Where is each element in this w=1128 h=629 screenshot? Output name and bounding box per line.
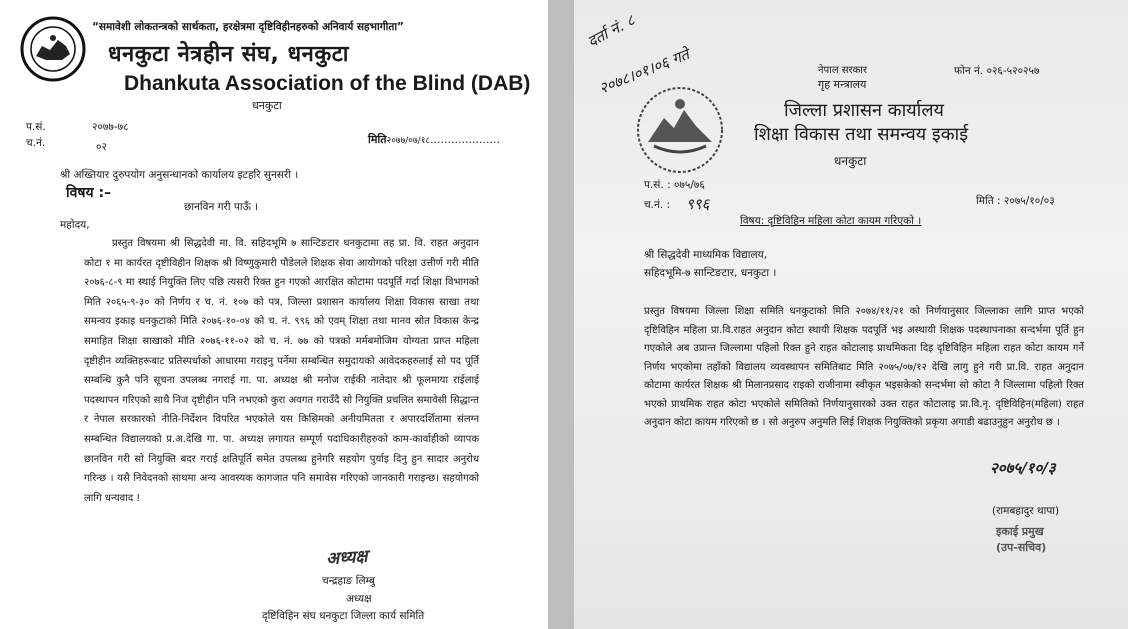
nepal-government-emblem-icon: [634, 84, 726, 176]
letter-date: मिति : २०७५/१०/०३: [976, 195, 1055, 207]
org-name-english: Dhankuta Association of the Blind (DAB): [124, 72, 531, 95]
handwritten-registration-number: दर्ता नं. ८: [584, 11, 638, 51]
ps-value: २०७७-७८: [92, 121, 129, 133]
government-label: नेपाल सरकार: [818, 65, 867, 76]
cn-value: ०२: [96, 141, 107, 153]
office-place: धनकुटा: [834, 154, 867, 168]
body-paragraph: प्रस्तुत विषयमा श्री सिद्धदेवी मा. वि. सहिदभूमि ७ सान्टिङटार धनकुटामा तह प्रा. वि. राहत अनुदान कोटा १ मा कार्यरत दृष्टीविहीन शिक्षक श्री विष्णुकुमारी पौडेलले शिक्षक सेवा आयोगको परिक्षा उत्तीर्ण गरी मीति २०७६-८-९ मा स्थाई नियुक्ति लिए पछि त्यसरी रिक्त हुन गएको आरक्षित कोटामा पदपूर्ति गर्दा शिक्षा विभागको मिति २०६५-९-३० को निर्णय र च. नं. १०७ को पत्र, जिल्ला प्रशासन कार्यालय शिक्षा विकास साखा तथा समन्वय इकाइ धनकुटाको मिति २०७६-१०-०४ को च. नं. ९९६ को एवम् शिक्षा तथा मानव स्रोत विकास केन्द्र समाहित शिक्षा साखाको मीति २०७६-११-०२ को च. नं. ७७ को पत्रको मर्मबमोजिम योग्यता प्राप्त महिला दृष्टीहीन व्यक्तिहरूबाट प्रतिस्पर्धाको आधारमा गराइनु पर्नेमा सम्बन्धित समुदायको आवेदकहरुलाई सो पद पूर्ति सम्बन्धि कुनै पनि सूचना उपलब्ध नगराई गा. पा. अध्यक्ष श्री मनोज राईकी नातेदार श्री फूलमाया राईलाई पदस्थापन गरिएको साथै निज दृष्टीहीन पनि नभएको कुरा अवगत गराउँदै सो नियुक्ति प्रचलित समावेसी सिद्धान्त र नेपाल सरकारको नीति-निर्देशन विपरित भएकोले यस किसिमको अनीयमितता र अपारदर्शितामा संलग्न सम्बन्धित विद्यालयको प्र.अ.देखि गा. पा. अध्यक्ष लगायत सम्पूर्ण पदाधिकारीहरुको काम-कार्वाहीको व्यापक छानविन गरी सो नियुक्ति बदर गराई क्षतिपूर्ति समेत उपलब्ध हुनेगरि सहयोग पुर्याइ दिनु हुन सादार अनुरोध गरिन्छ । यसै निवेदनको साथमा अन्य आवस्यक कागजात पनि समावेस गरिएको जानकारी गराइन्छ। सहयोगको लागि धन्यवाद !: [84, 238, 479, 504]
org-name-nepali: धनकुटा नेत्रहीन संघ, धनकुटा: [108, 42, 349, 67]
addressee: श्री अख्तियार दुरुपयोग अनुसन्धानको कार्यालय इटहरि सुनसरी ।: [60, 169, 299, 181]
signer-name: (रामबहादुर थापा): [992, 505, 1060, 517]
right-letter-page: [574, 0, 1128, 629]
ministry-name: गृह मन्त्रालय: [818, 78, 867, 91]
phone-number: फोन नं. ०२६-५२०२५७: [954, 65, 1040, 77]
cn-value-handwritten: ९९६: [686, 195, 710, 213]
signature-stamp: अध्यक्ष: [325, 546, 369, 570]
salutation: महोदय,: [60, 219, 90, 231]
letter-body: [84, 234, 479, 508]
subject-label: विषय :–: [66, 185, 112, 201]
signer-title: अध्यक्ष: [346, 593, 372, 605]
office-name: जिल्ला प्रशासन कार्यालय: [784, 100, 944, 121]
ps-number: प.सं. : ०७५/७६: [644, 179, 705, 191]
org-place: धनकुटा: [252, 99, 282, 112]
date-label: मिति: [368, 133, 387, 146]
addressee-line-1: श्री सिद्धदेवी माध्यमिक विद्यालय,: [644, 249, 768, 261]
association-logo-icon: [20, 16, 86, 82]
body-paragraph: प्रस्तुत विषयमा जिल्ला शिक्षा समिति धनकुटाको मिति २०७४/११/२१ को निर्णयानुसार जिल्लाका लागि प्राप्त भएको दृष्टिविहिन महिला प्रा.वि.राहत अनुदान कोटा स्थायी शिक्षक पदपूर्ति भइ अस्थायी शिक्षक पदस्थापनाका सन्दर्भमा पूर्ति हुन गएकोले अब उप्रान्त जिल्लामा पहिलो रिक्त हुने राहत कोटालाइ प्राथमिकता दिइ दृष्टिविहिन महिला राहत कोटा कायम गर्ने निर्णय भएकोमा तहाँको विद्यालय व्यवस्थापन समितिबाट मिति २०७५/०७/१२ देखि लागु हुने गरी प्रा.वि. राहत अनुदान कोटामा कार्यरत शिक्षक श्री मिलानप्रसाद राइको राजीनामा स्वीकृत भइसकेको सन्दर्भमा सो कोटा नै जिल्लामा पहिलो रिक्त भएको प्राथमिक राहत कोटा भएकोले समितिको निर्णयानुसारको उक्त राहत कोटालाइ प्रा.वि.नृ. दृष्टिविहिन(महिला) राहत अनुदान कोटा कायम गरिएको छ । सो अनुरुप अनुमति लिई शिक्षक नियुक्तिको प्रकृया अगाडी बढाउनुहुन अनुरोध छ ।: [644, 306, 1084, 428]
date-value: २०७७/०७/१८: [386, 136, 431, 146]
page-gutter: [548, 0, 574, 629]
motto: “समावेशी लोकतन्त्रको सार्थकता, हरक्षेत्रमा दृष्टिविहीनहरुको अनिवार्य सहभागीता”: [92, 21, 404, 33]
subject: विषय: दृष्टिविहिन महिला कोटा कायम गरिएको ।: [740, 215, 922, 227]
date-field: [368, 132, 500, 147]
letter-body: [644, 303, 1084, 433]
left-letter-page: [0, 0, 548, 629]
stamp-line-2: (उप-सचिव): [996, 541, 1047, 554]
addressee-line-2: सहिदभूमि-७ सान्टिङटार, धनकुटा ।: [644, 267, 777, 279]
cn-label: च.नं. :: [644, 199, 671, 211]
unit-name: शिक्षा विकास तथा समन्वय इकाई: [754, 124, 969, 145]
signer-name: चन्द्रहाङ लिम्बु: [322, 575, 376, 587]
handwritten-registration-date: २०७८।०१।०६ गते: [596, 45, 692, 98]
subject-text: छानविन गरी पाऊँ ।: [184, 201, 259, 213]
cn-label: च.नं.: [26, 137, 46, 149]
date-dots: ....................: [430, 133, 500, 146]
signature: २०७५/१०/३: [990, 459, 1056, 477]
signer-organization: दृष्टिविहिन संघ धनकुटा जिल्ला कार्य समिति: [262, 610, 425, 622]
stamp-line-1: इकाई प्रमुख: [996, 525, 1044, 538]
ps-label: प.सं.: [26, 121, 46, 133]
